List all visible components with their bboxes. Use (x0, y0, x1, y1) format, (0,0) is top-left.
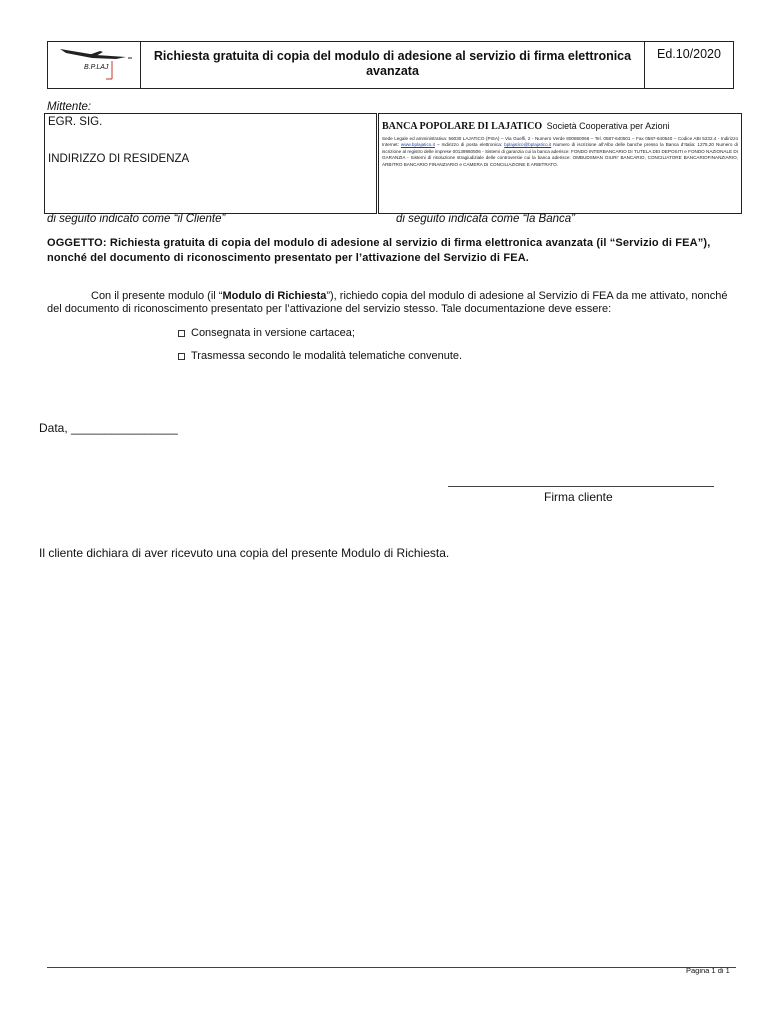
subject-line: OGGETTO: Richiesta gratuita di copia del modulo di adesione al servizio di firma elettronica avanzata (il “Servizio di FEA”), nonché del documento di riconoscimento presentato per l’attivazione del Servizio di FEA. (47, 237, 711, 264)
date-field[interactable]: Data, ________________ (39, 421, 178, 435)
bank-name: BANCA POPOLARE DI LAJATICO (382, 121, 543, 132)
option-label: Trasmessa secondo le modalità telematiche convenute. (191, 350, 463, 362)
sender-label: Mittente: (47, 101, 92, 113)
bank-details-text: Sede Legale ed amministrativa: 56030 LAJATICO (PISA) – Via Guelfi, 2 - Numero Verde 800860066 – Tel. 0587-640501 – Fax 0587-640540 – Codice ABI 5232.4 - Indirizzo Internet: (382, 136, 738, 148)
bank-email-link[interactable]: bplajatico@bplajatico.it (504, 142, 552, 148)
sender-address: INDIRIZZO DI RESIDENZA (48, 153, 190, 165)
header-table (47, 41, 734, 89)
logo-text: B.P.LAJ (84, 64, 109, 71)
body-text: ”), richiedo copia del modulo di adesione al Servizio di FEA da me attivato, nonché del documento di riconoscimento presentato per l’attivazione del servizio stesso. Tale documentazione deve essere: (47, 290, 728, 315)
client-caption: di seguito indicato come “il Cliente” (47, 213, 226, 225)
footer-divider (47, 967, 736, 968)
sender-box (44, 113, 377, 214)
option-paper[interactable] (178, 327, 355, 339)
logo-cell (48, 42, 141, 88)
bank-subtitle: Società Cooperativa per Azioni (546, 121, 670, 131)
bank-website-link[interactable]: www.bplajatico.it (400, 142, 435, 148)
declaration-text: Il cliente dichiara di aver ricevuto una copia del presente Modulo di Richiesta. (39, 546, 450, 560)
signature-label: Firma cliente (544, 490, 613, 504)
checkbox-icon[interactable] (178, 353, 185, 360)
bank-details-text: – Indirizzo di posta elettronica: (434, 142, 505, 148)
bank-box (378, 113, 742, 214)
body-paragraph (47, 290, 739, 316)
checkbox-icon[interactable] (178, 330, 185, 337)
bank-details (382, 136, 738, 168)
bank-details-text: Numero di iscrizione all’Albo delle banche presso la Banca d’Italia: 1275.20 Numero di iscrizione al registro delle imprese 00139860506 - Sistemi di garanzia cui la banca aderisce: FONDO INTERBANCARIO DI TUTELA DEI DEPOSITI e FONDO NAZIONALE DI GARANZIA - Sistemi di risoluzione stragiudiziale delle controversie cui la banca aderisce: OMBUDSMAN GIURI’ BANCARIO, CONCILIATORE BANCARIOFINANZIARIO, ARBITRO BANCARIO FINANZIARIO e CAMERA DI CONCILIAZIONE E ARBITRATO. (382, 142, 739, 167)
option-label: Consegnata in versione cartacea; (191, 327, 355, 339)
document-title: Richiesta gratuita di copia del modulo di adesione al servizio di firma elettronica avanzata (153, 49, 632, 78)
body-bold-text: Modulo di Richiesta (222, 290, 327, 302)
body-text: Con il presente modulo (il “ (91, 290, 223, 302)
option-telematic[interactable] (178, 350, 462, 362)
sender-title: EGR. SIG. (48, 116, 103, 128)
bank-caption: di seguito indicata come “la Banca” (396, 213, 575, 225)
edition-label: Ed.10/2020 (657, 47, 721, 61)
signature-line[interactable] (448, 486, 714, 487)
page-number: Pagina 1 di 1 (686, 966, 730, 975)
